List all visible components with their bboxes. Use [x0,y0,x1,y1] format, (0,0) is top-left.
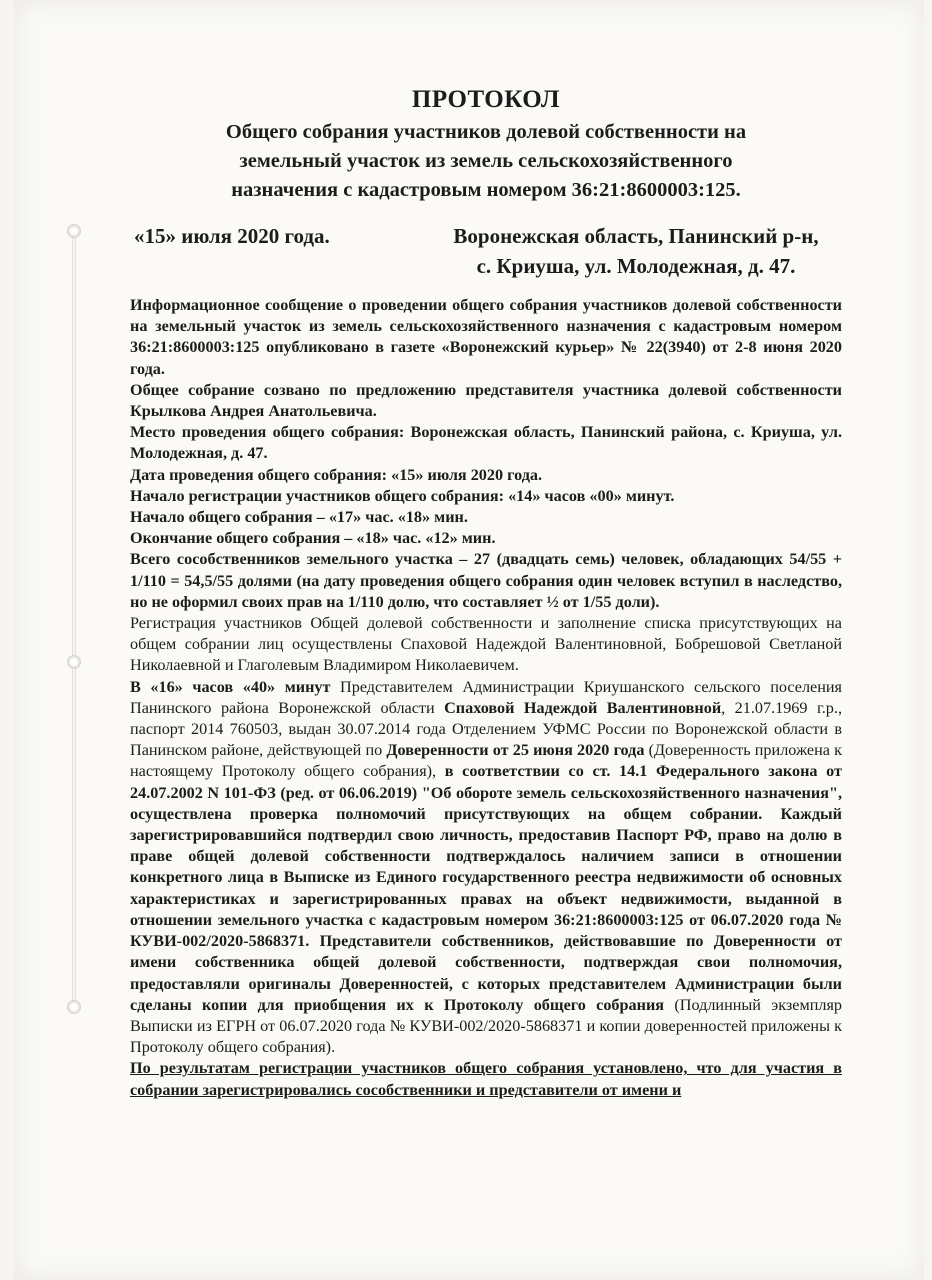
document-subtitle-line-2: земельный участок из земель сельскохозяйственного [239,150,733,172]
verification-passport: , 21.07.1969 г.р., паспорт 2014 760503, выдан 30.07.2014 года Отделением УФМС России по Воронежской области в Панинском районе, действующей по [130,698,842,760]
verification-person: Спаховой Надеждой Валентиновной [444,698,722,717]
meeting-date: «15» июля 2020 года. [134,224,330,248]
verification-attachment-note: (Доверенность приложена к настоящему Протоколу общего собрания), [130,741,842,781]
paragraph-registration-results: По результатам регистрации участников общего собрания установлено, что для участия в собрании зарегистрировались сособственники и представители от имени и [130,1059,842,1099]
verification-time: В «16» часов «40» минут [130,677,331,696]
paragraph-date: Дата проведения общего собрания: «15» июля 2020 года. [130,465,543,484]
verification-law-text: в соответствии со ст. 14.1 Федерального закона от 24.07.2002 N 101-ФЗ (ред. от 06.06.2019) "Об обороте земель сельскохозяйственного назначения", осуществлена проверка полномочий присутствующих на общем собрании. Каждый зарегистрировавшийся подтвердил свою личность, предоставив Паспорт РФ, право на долю в праве общей долевой собственности подтверждалось наличием записи в отношении конкретного лица в Выписке из Единого государственного реестра недвижимости об основных характеристиках и зарегистрированных правах на объект недвижимости, выданной в отношении земельного участка с кадастровым номером 36:21:8600003:125 от 06.07.2020 года № КУВИ-002/2020-5868371. Представители собственников, действовавшие по Доверенности от имени собственника общей долевой собственности, подтверждая свои полномочия, предоставляли оригиналы Доверенностей, с которых представителем Администрации были сделаны копии для приобщения их к Протоколу общего собрания [130,762,842,1014]
binding-knot [67,655,81,669]
paragraph-verification [130,677,842,1059]
paragraph-convened: Общее собрание созвано по предложению представителя участника долевой собственности Крылкова Андрея Анатольевича. [130,380,842,421]
paragraph-location: Место проведения общего собрания: Воронежская область, Панинский района, с. Криуша, ул. Молодежная, д. 47. [130,423,842,463]
paragraph-co-owners: Всего сособственников земельного участка – 27 (двадцать семь) человек, обладающих 54/55 + 1/110 = 54,5/55 долями (на дату проведения общего собрания один человек вступил в наследство, но не оформил своих прав на 1/110 долю, что составляет ½ от 1/55 доли). [130,550,842,611]
paragraph-meeting-end: Окончание общего собрания – «18» час. «12» мин. [130,529,496,548]
document-content [130,86,842,1101]
verification-power-of-attorney: Доверенности от 25 июня 2020 года [386,741,645,760]
meeting-place-line-1: Воронежская область, Панинский р-н, [453,224,819,248]
paragraph-registration-persons: Регистрация участников Общей долевой собственности и заполнение списка присутствующих на общем собрании лиц осуществлены Спаховой Надеждой Валентиновной, Бобрешовой Светланой Николаевной и Глаголевым Владимиром Николаевичем. [130,614,842,675]
date-place-line [130,221,842,281]
document-subtitle-line-1: Общего собрания участников долевой собственности на [225,121,747,143]
binding-thread [72,228,76,1008]
meeting-place [436,221,836,281]
verification-egrn-note: (Подлинный экземпляр Выписки из ЕГРН от 06.07.2020 года № КУВИ-002/2020-5868371 и копии доверенностей приложены к Протоколу общего собрания). [130,995,842,1057]
binding-knot [67,1000,81,1014]
verification-text: Представителем Администрации Криушанского сельского поселения Панинского района Воронежской области [130,677,842,717]
document-title: ПРОТОКОЛ [411,86,561,113]
paragraph-publication: Информационное сообщение о проведении общего собрания участников долевой собственности на земельный участок из земель сельскохозяйственного назначения с кадастровым номером 36:21:8600003:125 опубликовано в газете «Воронежский курьер» № 22(3940) от 2-8 июня 2020 года. [130,296,842,378]
paragraph-meeting-start: Начало общего собрания – «17» час. «18» мин. [130,508,468,527]
paragraph-registration-start: Начало регистрации участников общего собрания: «14» часов «00» минут. [130,486,675,505]
binding-knot [67,224,81,238]
meeting-place-line-2: с. Криуша, ул. Молодежная, д. 47. [476,254,796,278]
document-subtitle-line-3: назначения с кадастровым номером 36:21:8600003:125. [231,179,741,201]
document-body [130,295,842,1101]
